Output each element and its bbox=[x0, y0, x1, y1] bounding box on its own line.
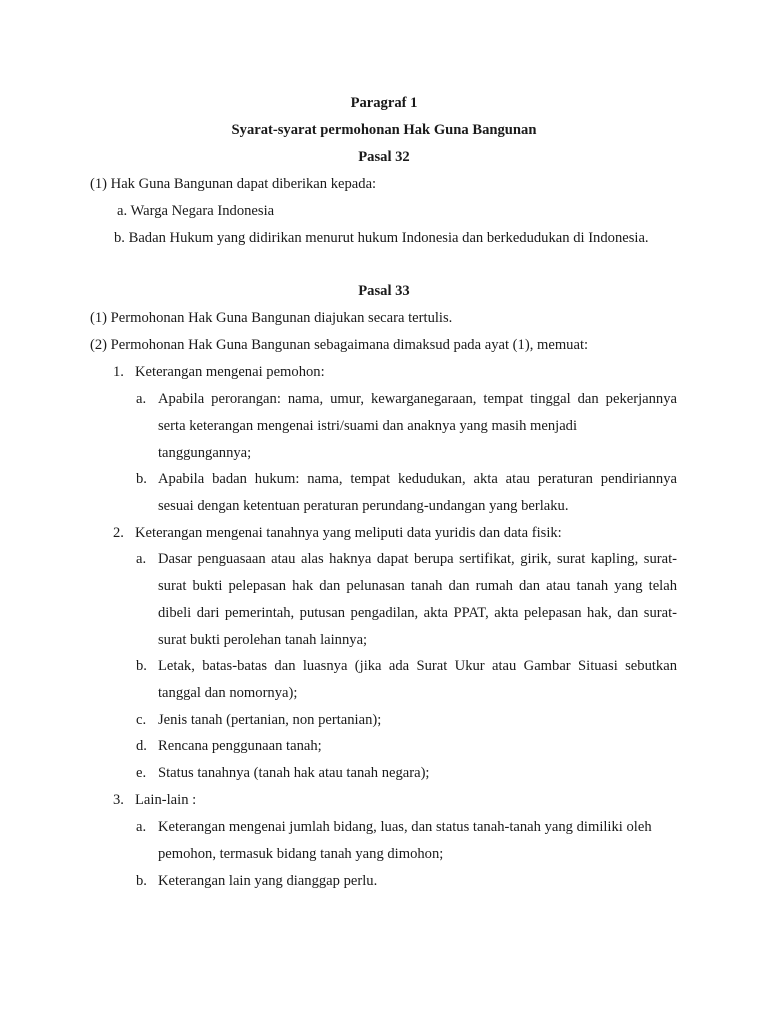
pasal-32-heading: Pasal 32 bbox=[358, 149, 410, 165]
sub-item-line: Letak, batas-batas dan luasnya (jika ada Surat Ukur atau Gambar Situasi sebutkan bbox=[158, 658, 677, 674]
sub-item-line: serta keterangan mengenai istri/suami dan anaknya yang masih menjadi bbox=[158, 418, 578, 434]
sub-item-line: sesuai dengan ketentuan peraturan perundang-undangan yang berlaku. bbox=[158, 498, 569, 514]
pasal-33-ayat-1: (1) Permohonan Hak Guna Bangunan diajukan secara tertulis. bbox=[90, 310, 453, 326]
sub-item-letter: b. bbox=[136, 658, 147, 674]
sub-item-line: Jenis tanah (pertanian, non pertanian); bbox=[158, 712, 382, 728]
pasal-32-item-b: b. Badan Hukum yang didirikan menurut hukum Indonesia dan berkedudukan di Indonesia. bbox=[114, 230, 649, 246]
sub-item-letter: c. bbox=[136, 712, 147, 728]
paragraf-heading: Paragraf 1 bbox=[350, 95, 418, 111]
sub-item-letter: e. bbox=[136, 765, 147, 781]
sub-item-letter: d. bbox=[136, 738, 147, 754]
sub-item-line: Apabila perorangan: nama, umur, kewarganegaraan, tempat tinggal dan pekerjannya bbox=[158, 391, 677, 407]
list-item-text: Keterangan mengenai pemohon: bbox=[135, 364, 325, 380]
sub-item-line: pemohon, termasuk bidang tanah yang dimohon; bbox=[158, 846, 444, 862]
sub-item-letter: a. bbox=[136, 391, 147, 407]
list-number: 1. bbox=[113, 364, 124, 380]
pasal-33-heading: Pasal 33 bbox=[358, 283, 410, 299]
list-item-text: Keterangan mengenai tanahnya yang meliputi data yuridis dan data fisik: bbox=[135, 525, 562, 541]
sub-item-letter: a. bbox=[136, 819, 147, 835]
sub-item-letter: b. bbox=[136, 471, 147, 487]
pasal-32-item-a: a. Warga Negara Indonesia bbox=[117, 203, 275, 219]
sub-item-line: Keterangan mengenai jumlah bidang, luas, dan status tanah-tanah yang dimiliki oleh bbox=[158, 819, 652, 835]
sub-item-line: tanggungannya; bbox=[158, 445, 252, 461]
sub-item-line: dibeli dari pemerintah, putusan pengadilan, akta PPAT, akta pelepasan hak, dan surat- bbox=[158, 605, 677, 621]
document-title: Syarat-syarat permohonan Hak Guna Bangunan bbox=[231, 122, 537, 138]
pasal-32-ayat-1: (1) Hak Guna Bangunan dapat diberikan kepada: bbox=[90, 176, 377, 192]
sub-item-line: surat bukti perolehan tanah lainnya; bbox=[158, 632, 368, 648]
sub-item-letter: b. bbox=[136, 873, 147, 889]
sub-item-line: Keterangan lain yang dianggap perlu. bbox=[158, 873, 378, 889]
list-number: 2. bbox=[113, 525, 124, 541]
sub-item-line: Apabila badan hukum: nama, tempat kedudukan, akta atau peraturan pendiriannya bbox=[158, 471, 677, 487]
sub-item-letter: a. bbox=[136, 551, 147, 567]
sub-item-line: surat bukti pelepasan hak dan pelunasan tanah dan rumah dan atau tanah yang telah bbox=[158, 578, 677, 594]
sub-item-line: tanggal dan nomornya); bbox=[158, 685, 298, 701]
list-item-text: Lain-lain : bbox=[135, 792, 197, 808]
sub-item-line: Dasar penguasaan atau alas haknya dapat berupa sertifikat, girik, surat kapling, surat- bbox=[158, 551, 677, 567]
sub-item-line: Rencana penggunaan tanah; bbox=[158, 738, 322, 754]
list-number: 3. bbox=[113, 792, 124, 808]
pasal-33-ayat-2: (2) Permohonan Hak Guna Bangunan sebagaimana dimaksud pada ayat (1), memuat: bbox=[90, 337, 589, 353]
sub-item-line: Status tanahnya (tanah hak atau tanah negara); bbox=[158, 765, 430, 781]
